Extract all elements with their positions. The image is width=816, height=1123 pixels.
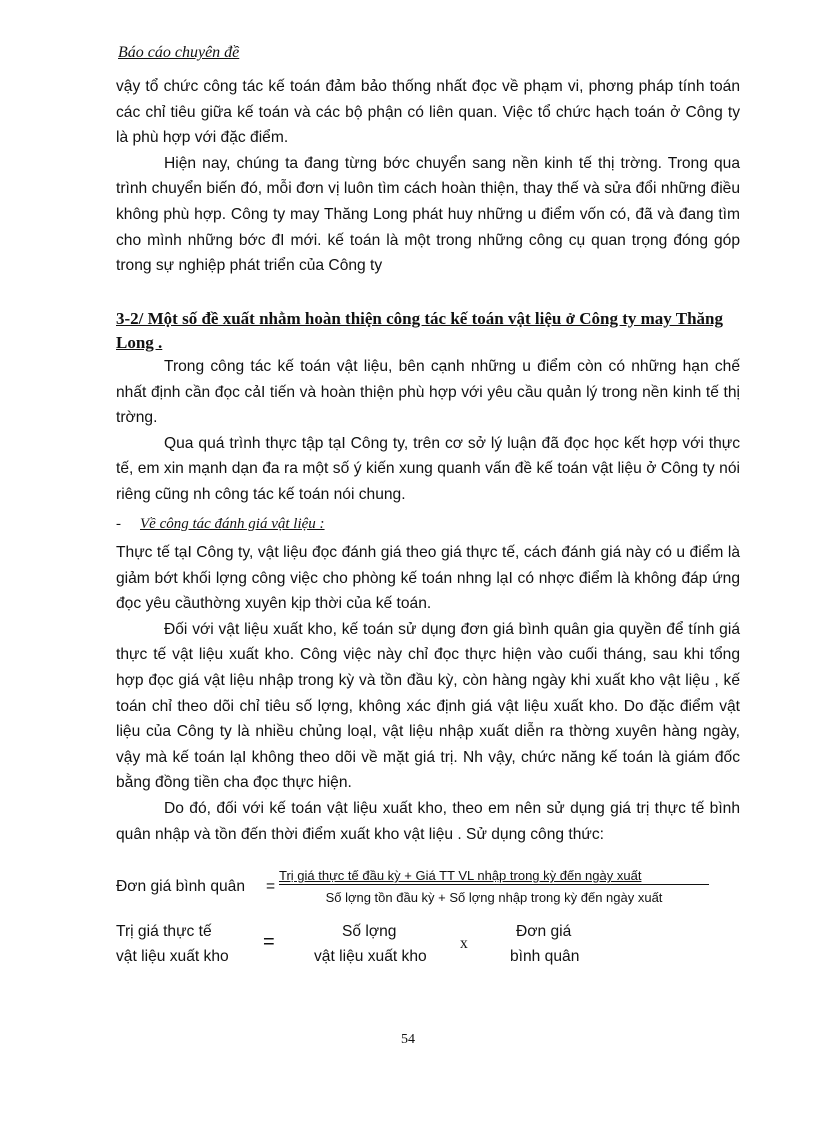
calc-mid-line1: Số lợng <box>342 923 397 940</box>
calc-right-line1: Đơn giá <box>516 923 572 940</box>
formula-numerator: Trị giá thực tế đầu kỳ + Giá TT VL nhập trong kỳ đến ngày xuất <box>279 868 709 885</box>
paragraph: Qua quá trình thực tập tạI Công ty, trên cơ sở lý luận đã đọc học kết hợp với thực tế, em xin mạnh dạn đa ra một số ý kiến xung quanh vấn đề kế toán vật liệu ở Công ty nói riêng cũng nh công tác kế toán nói chung. <box>116 434 740 503</box>
paragraph: Thực tế tạI Công ty, vật liệu đọc đánh giá theo giá thực tế, cách đánh giá này có u điểm là giảm bớt khối lợng công việc cho phòng kế toán nhng lạI có nhợc điểm là không đáp ứng đọc yêu cầuthờng xuyên kịp thời của kế toán. <box>116 544 740 613</box>
calc-times: x <box>460 935 468 952</box>
paragraph: vậy tổ chức công tác kế toán đảm bảo thống nhất đọc về phạm vi, phơng pháp tính toán các chỉ tiêu giữa kế toán và các bộ phận có liên quan. Việc tổ chức hạch toán ở Công ty là phù hợp với đặc điểm. <box>116 78 740 147</box>
paragraph: Trong công tác kế toán vật liệu, bên cạnh những u điểm còn có những hạn chế nhất định cần đọc cảI tiến và hoàn thiện phù hợp với yêu cầu quản lý trong nền kinh tế thị trờng. <box>116 358 740 427</box>
bullet-dash: - <box>116 516 121 532</box>
calc-equals: = <box>263 931 275 953</box>
section-heading: 3-2/ Một số đề xuất nhằm hoàn thiện công tác kế toán vật liệu ở Công ty may Thăng Long . <box>116 309 723 352</box>
bullet-title: Về công tác đánh giá vật liệu : <box>140 516 325 532</box>
body-block <box>116 540 740 847</box>
formula-equals: = <box>266 878 276 895</box>
calc-mid-line2: vật liệu xuất kho <box>314 948 427 965</box>
page-header: Báo cáo chuyên đề <box>118 44 240 61</box>
page-number: 54 <box>401 1032 415 1047</box>
calc-right-line2: bình quân <box>510 948 580 965</box>
formula-label: Đơn giá bình quân <box>116 878 246 895</box>
intro-block <box>116 74 740 279</box>
paragraph: Hiện nay, chúng ta đang từng bớc chuyển sang nền kinh tế thị trờng. Trong qua trình chuyển biến đó, mỗi đơn vị luôn tìm cách hoàn thiện, thay thế và sửa đổi những điều không phù hợp. Công ty may Thăng Long phát huy những u điểm vốn có, đã và đang tìm cho mình những bớc đI mới. kế toán là một trong những công cụ quan trọng đóng góp trong sự nghiệp phát triển của Công ty <box>116 154 740 275</box>
calc-left-line2: vật liệu xuất kho <box>116 948 229 965</box>
section-block <box>116 354 740 508</box>
paragraph: Do đó, đối với kế toán vật liệu xuất kho, theo em nên sử dụng giá trị thực tế bình quân nhập và tồn đến thời điểm xuất kho vật liệu . Sử dụng công thức: <box>116 799 740 843</box>
bullet-heading <box>116 516 325 533</box>
calc-left-line1: Trị giá thực tế <box>116 923 212 940</box>
formula-denominator: Số lợng tồn đầu kỳ + Số lợng nhập trong kỳ đến ngày xuất <box>325 890 663 905</box>
paragraph: Đối với vật liệu xuất kho, kế toán sử dụng đơn giá bình quân gia quyền để tính giá thực tế vật liệu xuất kho. Công việc này chỉ đọc thực hiện vào cuối tháng, sau khi tổng hợp đọc giá vật liệu nhập trong kỳ và tồn đầu kỳ, còn hàng ngày khi xuất kho vật liệu , kế toán chỉ theo dõi chỉ tiêu số lợng, không xác định giá vật liệu xuất kho. Do đặc điểm vật liệu của Công ty là nhiều chủng loạI, vật liệu nhập xuất diễn ra thờng xuyên hàng ngày, vậy mà kế toán lạI không theo dõi về mặt giá trị. Nh vậy, chức năng kế toán là giám đốc bằng đồng tiền cha đọc thực hiện. <box>116 620 740 792</box>
